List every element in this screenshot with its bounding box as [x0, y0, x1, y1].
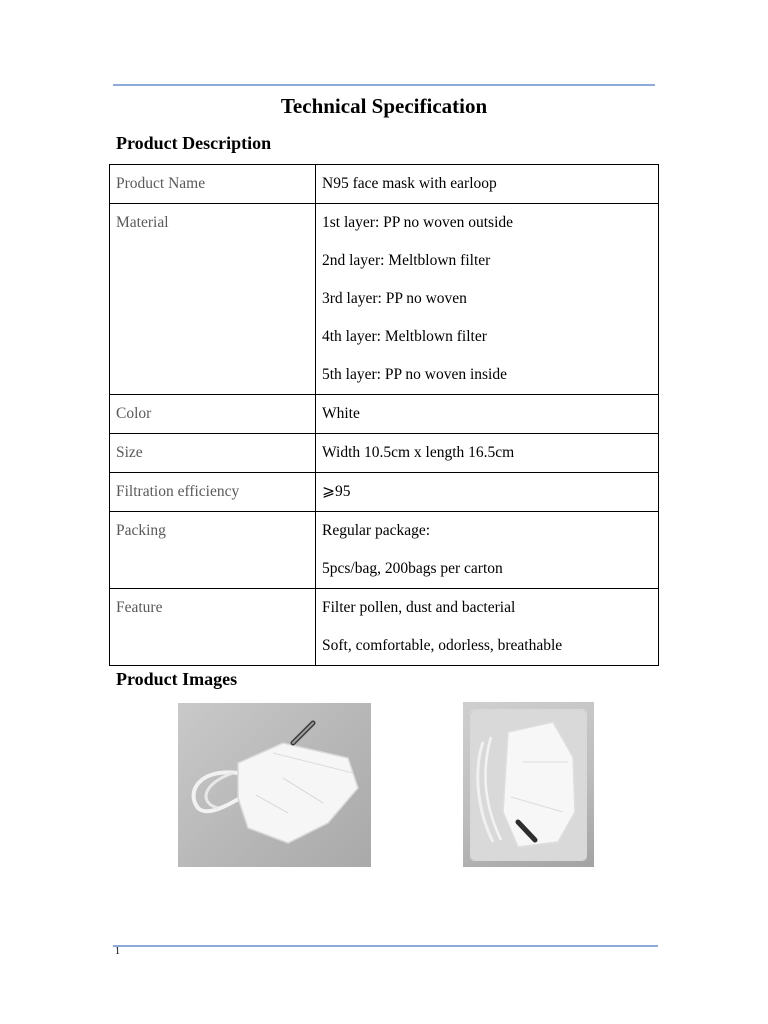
- spec-value-cell: [316, 204, 659, 395]
- spec-key-cell: [110, 589, 316, 666]
- product-images-heading: Product Images: [116, 669, 238, 689]
- specification-table: [109, 164, 659, 666]
- spec-key: Size: [116, 444, 143, 461]
- spec-row: [110, 395, 659, 434]
- spec-value: 1st layer: PP no woven outside: [322, 214, 514, 231]
- spec-key-cell: [110, 473, 316, 512]
- spec-key: Product Name: [116, 175, 206, 192]
- mask-packaged-illustration: [463, 702, 594, 867]
- spec-value-cell: [316, 165, 659, 204]
- document-title: Technical Specification: [280, 94, 488, 118]
- spec-key: Feature: [116, 599, 163, 616]
- spec-key-cell: [110, 512, 316, 589]
- spec-key-cell: [110, 395, 316, 434]
- spec-row: [110, 204, 659, 395]
- spec-key-cell: [110, 434, 316, 473]
- spec-value: Width 10.5cm x length 16.5cm: [322, 444, 515, 461]
- mask-earloop-illustration: [178, 703, 371, 867]
- header-rule: [113, 84, 655, 86]
- spec-value: ⩾95: [322, 483, 351, 500]
- spec-value: N95 face mask with earloop: [322, 175, 497, 192]
- spec-value-cell: [316, 512, 659, 589]
- spec-value: Regular package:: [322, 522, 431, 539]
- spec-row: [110, 473, 659, 512]
- spec-row: [110, 589, 659, 666]
- spec-key: Material: [116, 214, 169, 231]
- spec-value-cell: [316, 395, 659, 434]
- spec-row: [110, 512, 659, 589]
- spec-value: White: [322, 405, 360, 422]
- spec-key-cell: [110, 165, 316, 204]
- footer-rule: [113, 945, 658, 947]
- spec-row: [110, 434, 659, 473]
- mask-packaged-photo: [463, 702, 594, 867]
- spec-key: Color: [116, 405, 152, 422]
- spec-key: Packing: [116, 522, 166, 539]
- mask-earloop-photo: [178, 703, 371, 867]
- spec-key: Filtration efficiency: [116, 483, 240, 500]
- spec-value: Soft, comfortable, odorless, breathable: [322, 637, 563, 654]
- spec-value: 3rd layer: PP no woven: [322, 290, 467, 307]
- spec-value: Filter pollen, dust and bacterial: [322, 599, 516, 616]
- page-number: 1: [115, 946, 120, 957]
- spec-key-cell: [110, 204, 316, 395]
- spec-value-cell: [316, 473, 659, 512]
- spec-value: 5th layer: PP no woven inside: [322, 366, 507, 383]
- product-description-heading: Product Description: [116, 133, 272, 153]
- spec-value-cell: [316, 589, 659, 666]
- spec-row: [110, 165, 659, 204]
- spec-value: 2nd layer: Meltblown filter: [322, 252, 491, 269]
- spec-value: 5pcs/bag, 200bags per carton: [322, 560, 503, 577]
- spec-value-cell: [316, 434, 659, 473]
- spec-value: 4th layer: Meltblown filter: [322, 328, 487, 345]
